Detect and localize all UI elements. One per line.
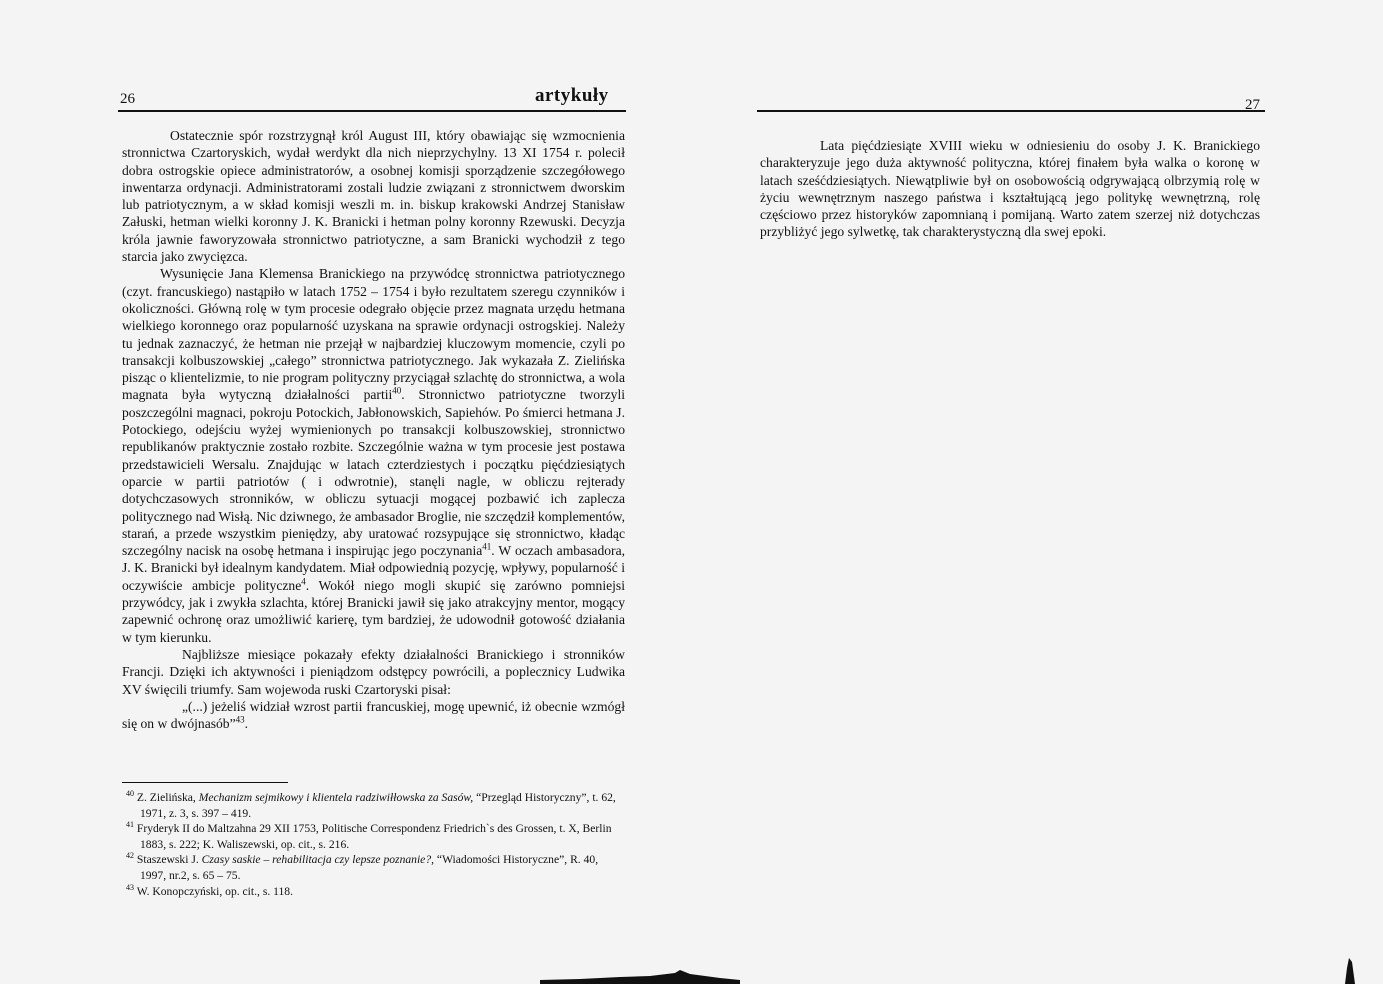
left-page (0, 0, 690, 984)
paragraph-3: Najbliższe miesiące pokazały efekty działalności Branickiego i stronników Francji. Dzięki ich aktywności i pieniądzom odstępcy powrócili, a poplecznicy Ludwika XV święcili triumfy. Sam wojewoda ruski Czartoryski pisał: (122, 646, 625, 697)
footnotes (126, 790, 626, 899)
footnote-rule (122, 782, 288, 783)
footnote-40: $^{40}$ Z. Zielińska, Mechanizm sejmikowy i klientela radziwiłłowska za Sasów, “Przegląd Historyczny”, t. 62, 1971, z. 3, s. 397 – 419. (126, 789, 616, 820)
scan-artifact-corner (1343, 958, 1357, 984)
page-number-left: 26 (120, 91, 135, 107)
footnote-ref-41: 41 (482, 541, 492, 552)
section-title: artykuły (535, 85, 609, 106)
footnote-41: $^{41}$ Fryderyk II do Maltzahna 29 XII 1753, Politische Correspondenz Friedrich`s des Grossen, t. X, Berlin 1883, s. 222; K. Waliszewski, op. cit., s. 216. (126, 820, 612, 851)
header-rule-right (757, 110, 1265, 112)
header-rule-left (118, 110, 626, 112)
paragraph-1: Ostatecznie spór rozstrzygnął król August III, który obawiając się wzmocnienia stronnictwa Czartoryskich, wydał werdykt dla nich nieprzychylny. 13 XI 1754 r. polecił dobra ostrogskie opiece administratorów, a osobnej komisji sporządzenie szczegółowego inwentarza ordynacji. Administratorami zostali ludzie związani z stronnictwem dworskim lub patriotycznym, a w skład komisji weszli m. in. biskup krakowski Andrzej Stanisław Załuski, hetman wielki koronny J. K. Branicki i hetman polny koronny Rzewuski. Decyzja króla jawnie faworyzowała stronnictwo patriotyczne, a sam Branicki wychodził z tego starcia jako zwycięzca. (122, 128, 625, 265)
paragraph-2: Wysunięcie Jana Klemensa Branickiego na przywódcę stronnictwa patriotycznego (czyt. francuskiego) nastąpiło w latach 1752 – 1754 i było rezultatem szeregu czynników i okoliczności. Główną rolę w tym procesie odegrało objęcie przez magnata urzędu hetmana wielkiego koronnego oraz popularność uzyskana na sprawie ordynacji ostrogskiej. Należy tu jednak zaznaczyć, że hetman nie przejął w najbardziej kluczowym momencie, czyli po transakcji kolbuszowskiej „całego” stronnictwa patriotycznego. Jak wykazała Z. Zielińska pisząc o klientelizmie, to nie program polityczny przyciągał szlachtę do stronnictwa, a wola magnata była wytyczną działalności partii$^{40}$. Stronnictwo patriotyczne tworzyli poszczególni magnaci, pokroju Potockich, Jabłonowskich, Sapiehów. Po śmierci hetmana J. Potockiego, odejściu wyżej wymienionych po transakcji kolbuszowskiej, stronnictwo republikanów praktycznie zostało rozbite. Szczególnie ważna w tym procesie jest postawa przedstawicieli Wersalu. Znajdując w latach czterdziestych i początku pięćdziesiątych oparcie w partii patriotów ( i odwrotnie), stanęli nagle, w obliczu rejterady dotychczasowych stronników, w obliczu sytuacji mogącej pozbawić ich zaplecza politycznego nad Wisłą. Nic dziwnego, że ambasador Broglie, nie szczędził komplementów, starań, a przede wszystkim pieniędzy, aby uratować rozsypujące się stronnictwo, kładąc szczególny nacisk na osobę hetmana i inspirując jego poczynania$^{41}$. W oczach ambasadora, J. K. Branicki był idealnym kandydatem. Miał odpowiednią pozycję, wpływy, popularność i oczywiście ambicje polityczne$^4$. Wokół niego mogli skupić się zarówno pomniejsi przywódcy, jak i zwykła szlachta, której Branicki jawił się jako atrakcyjny mentor, mogący zapewnić ochronę oraz umożliwić karierę, tym bardziej, że udowodnił gotowość działania w tym kierunku. (122, 266, 625, 645)
right-paragraph-1: Lata pięćdziesiąte XVIII wieku w odniesieniu do osoby J. K. Branickiego charakteryzuje jego duża aktywność polityczna, której finałem była walka o koronę w latach sześćdziesiątych. Niewątpliwie był on osobowością odgrywającą olbrzymią rolę w życiu wewnętrznym naszego państwa i kształtującą jego politykę wewnętrzną, rolę częściowo przez historyków zapomnianą i pomijaną. Warto zatem szerzej niż dotychczas przybliżyć jego sylwetkę, tak charakterystyczną dla swej epoki. (760, 138, 1260, 240)
footnote-ref-42: 4 (301, 576, 306, 587)
left-body-text (122, 127, 625, 732)
quotation: „(...) jeżeliś widział wzrost partii francuskiej, mogę upewnić, iż obecnie wzmógł się on w dwójnasób”$^{43}$. (122, 698, 625, 732)
footnote-42: $^{42}$ Staszewski J. Czasy saskie – rehabilitacja czy lepsze poznanie?, “Wiadomości Historyczne”, R. 40, 1997, nr.2, s. 65 – 75. (126, 851, 599, 882)
footnote-ref-40: 40 (392, 385, 402, 396)
page-number-right: 27 (1245, 97, 1260, 113)
right-page (690, 0, 1383, 984)
right-body-text (760, 137, 1260, 241)
footnote-ref-43: 43 (235, 714, 245, 725)
scan-artifact-bottom (540, 966, 740, 984)
footnote-43: $^{43}$ W. Konopczyński, op. cit., s. 118. (126, 882, 293, 898)
